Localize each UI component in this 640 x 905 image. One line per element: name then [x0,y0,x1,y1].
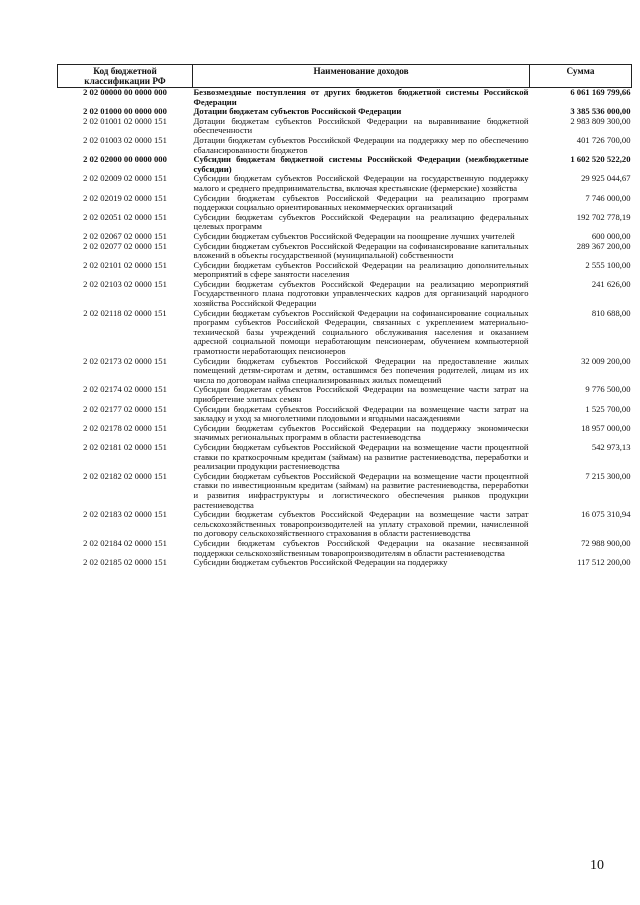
row-code: 2 02 02178 02 0000 151 [83,422,167,433]
table-row [58,194,632,213]
row-name: Субсидии бюджетам субъектов Российской Федерации на поддержку экономически значимых региональных программ в области растениеводства [193,422,529,443]
row-sum: 810 688,00 [591,307,631,318]
row-code: 2 02 02000 00 0000 000 [83,154,167,165]
table-row [58,558,632,568]
table-row [58,539,632,558]
table-row [58,242,632,261]
table-body [58,88,632,568]
row-sum: 18 957 000,00 [581,422,631,433]
table-row [58,309,632,357]
row-name: Субсидии бюджетам субъектов Российской Федерации на возмещение части процентной ставки по краткосрочным кредитам (займам) на развитие растениеводства, переработки и реализации продукции растениеводства [193,441,529,472]
row-name: Субсидии бюджетам субъектов Российской Федерации на поддержку [193,557,448,568]
table-row [58,385,632,404]
row-sum: 542 973,13 [591,441,631,452]
row-code: 2 02 01003 02 0000 151 [83,134,167,145]
row-code: 2 02 02118 02 0000 151 [83,307,167,318]
row-code: 2 02 02173 02 0000 151 [83,355,167,366]
row-name: Субсидии бюджетам субъектов Российской Федерации на софинансирование капитальных вложений в объекты государственной (муниципальной) собственности [193,240,529,261]
table-row [58,136,632,155]
row-code: 2 02 00000 00 0000 000 [83,87,167,97]
table-row [58,443,632,472]
row-sum: 2 983 809 300,00 [570,115,631,126]
table-row [58,405,632,424]
row-name: Субсидии бюджетам субъектов Российской Федерации на поощрение лучших учителей [193,230,515,241]
row-sum: 401 726 700,00 [576,134,631,145]
row-code: 2 02 02181 02 0000 151 [83,441,167,452]
table-row [58,88,632,108]
row-code: 2 02 02077 02 0000 151 [83,240,167,251]
table-row [58,117,632,136]
table-row [58,472,632,510]
row-sum: 1 602 520 522,20 [570,154,631,165]
table-row [58,280,632,309]
table-row [58,213,632,232]
row-name: Субсидии бюджетам субъектов Российской Федерации на предоставление жилых помещений детям-сиротам и детям, оставшимся без попечения родителей, лицам из их числа по договорам найма специализированных жилых помещений [193,355,529,385]
header-sum: Сумма [530,65,632,88]
row-code: 2 02 02101 02 0000 151 [83,259,167,270]
row-code: 2 02 02019 02 0000 151 [83,192,167,203]
row-sum: 6 061 169 799,66 [570,87,631,97]
row-name: Дотации бюджетам субъектов Российской Федерации на выравнивание бюджетной обеспеченности [193,115,529,136]
table-row [58,174,632,193]
row-sum: 29 925 044,67 [581,173,631,184]
row-sum: 16 075 310,94 [581,509,631,520]
row-sum: 192 702 778,19 [576,211,631,222]
table-header-row [58,65,632,88]
row-name: Дотации бюджетам субъектов Российской Федерации [193,106,402,117]
row-name: Субсидии бюджетам субъектов Российской Федерации на государственную поддержку малого и среднего предпринимательства, включая крестьянские (фермерские) хозяйства [193,173,529,193]
row-name: Субсидии бюджетам бюджетной системы Российской Федерации (межбюджетные субсидии) [193,154,529,174]
row-code: 2 02 02183 02 0000 151 [83,509,167,520]
row-sum: 32 009 200,00 [581,355,631,366]
row-name: Субсидии бюджетам субъектов Российской Федерации на возмещение части затрат сельскохозяйственных товаропроизводителей на уплату страховой премии, начисленной по договору сельскохозяйственного страхования в области растениеводства [193,509,529,539]
table-row [58,357,632,386]
row-sum: 7 215 300,00 [585,470,631,481]
row-code: 2 02 02184 02 0000 151 [83,537,167,548]
revenue-table [57,64,632,568]
row-name: Субсидии бюджетам субъектов Российской Федерации на софинансирование социальных программ субъектов Российской Федерации, связанных с укреплением материально-технической базы учреждений социального обслуживания населения и оказанием адресной социальной помощи неработающим пенсионерам, обучением компьютерной грамотности неработающих пенсионеров [193,307,529,357]
table-row [58,155,632,174]
row-sum: 600 000,00 [591,230,631,241]
row-name: Субсидии бюджетам субъектов Российской Федерации на возмещение части затрат на закладку и уход за многолетними плодовыми и ягодными насаждениями [193,403,529,424]
row-name: Субсидии бюджетам субъектов Российской Федерации на реализацию федеральных целевых программ [193,211,529,232]
row-code: 2 02 02067 02 0000 151 [83,230,167,241]
row-code: 2 02 02182 02 0000 151 [83,470,167,481]
row-name: Субсидии бюджетам субъектов Российской Федерации на реализацию мероприятий Государственного плана подготовки управленческих кадров для организаций народного хозяйства Российской Федерации [193,278,529,309]
table-row [58,261,632,280]
page-number: 10 [590,858,604,873]
row-name: Субсидии бюджетам субъектов Российской Федерации на реализацию дополнительных мероприятий в сфере занятости населения [193,259,529,280]
row-name: Дотации бюджетам субъектов Российской Федерации на поддержку мер по обеспечению сбалансированности бюджетов [193,134,529,155]
table-row [58,424,632,443]
row-sum: 289 367 200,00 [576,240,631,251]
row-code: 2 02 01001 02 0000 151 [83,115,167,126]
table-row [58,510,632,539]
row-name: Субсидии бюджетам субъектов Российской Федерации на возмещение части затрат на приобретение элитных семян [193,384,529,404]
row-name: Субсидии бюджетам субъектов Российской Федерации на возмещение части процентной ставки по инвестиционным кредитам (займам) на развитие растениеводства, переработки и развития инфраструктуры и логистического обеспечения рынков продукции растениеводства [193,470,529,510]
row-code: 2 02 02185 02 0000 151 [83,557,167,568]
row-name: Субсидии бюджетам субъектов Российской Федерации на оказание несвязанной поддержки сельскохозяйственным товаропроизводителям в области растениеводства [193,537,529,558]
header-code: Код бюджетной классификации РФ [58,65,193,88]
row-sum: 3 385 536 000,00 [570,106,631,117]
header-name: Наименование доходов [193,65,530,88]
row-sum: 117 512 200,00 [577,557,631,568]
row-sum: 241 626,00 [591,278,631,289]
row-sum: 2 555 100,00 [585,259,631,270]
row-code: 2 02 02051 02 0000 151 [83,211,167,222]
row-sum: 72 988 900,00 [581,537,631,548]
row-code: 2 02 02103 02 0000 151 [83,278,167,289]
row-code: 2 02 01000 00 0000 000 [83,106,167,117]
row-code: 2 02 02177 02 0000 151 [83,403,167,414]
row-code: 2 02 02174 02 0000 151 [83,384,167,395]
row-code: 2 02 02009 02 0000 151 [83,173,167,184]
row-sum: 1 525 700,00 [585,403,631,414]
row-name: Субсидии бюджетам субъектов Российской Федерации на реализацию программ поддержки социально ориентированных некоммерческих организаций [193,192,529,213]
row-sum: 7 746 000,00 [585,192,631,203]
row-sum: 9 776 500,00 [585,384,631,395]
row-name: Безвозмездные поступления от других бюджетов бюджетной системы Российской Федерации [193,87,529,107]
